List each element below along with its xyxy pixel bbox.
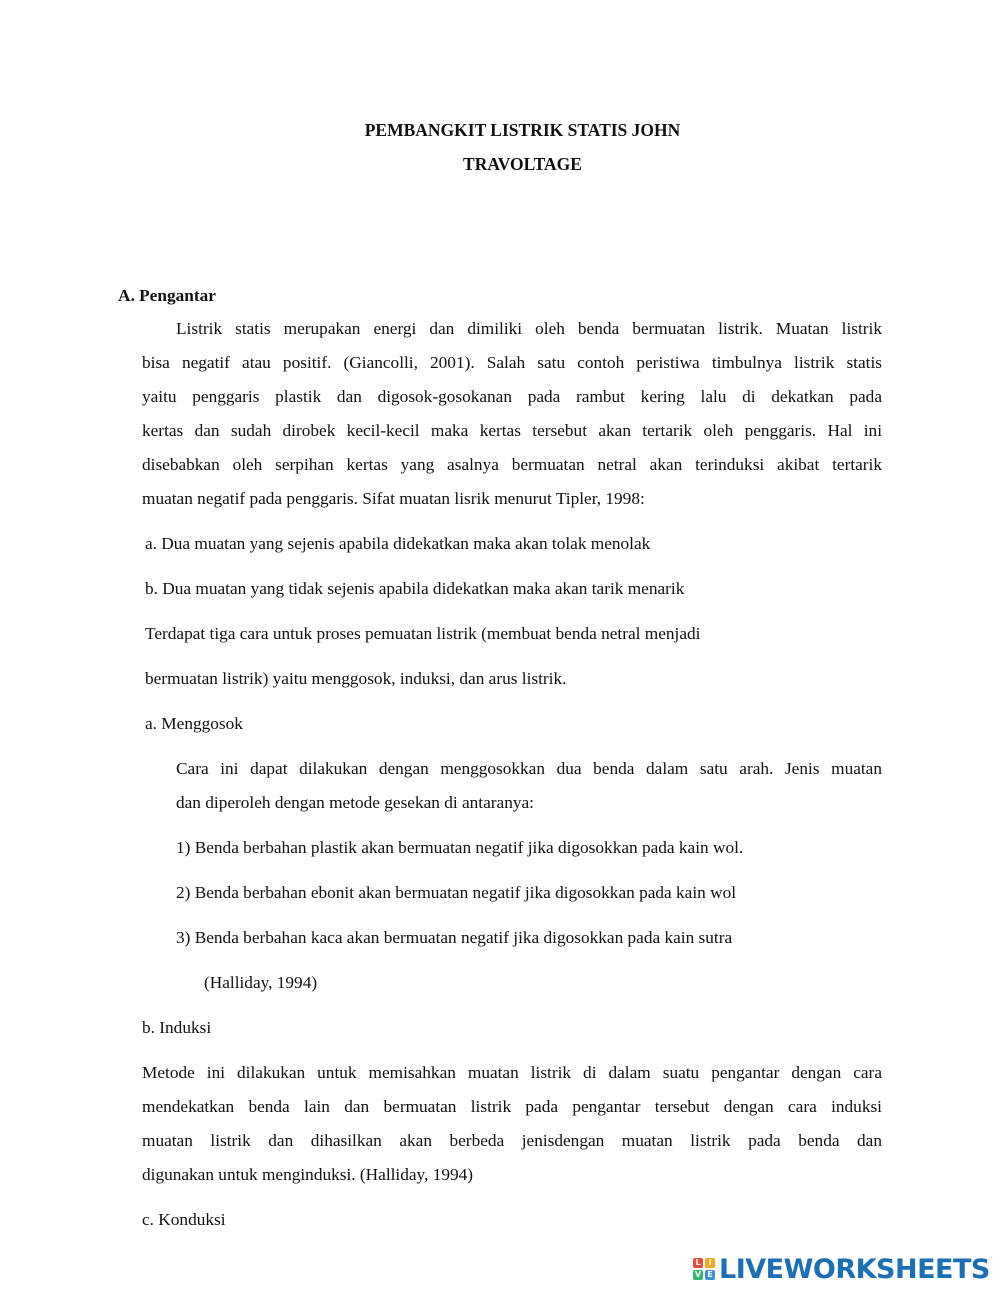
liveworksheets-logo xyxy=(693,1252,990,1286)
title-line-1: PEMBANGKIT LISTRIK STATIS JOHN xyxy=(364,120,681,140)
menggosok-item: 3) Benda berbahan kaca akan bermuatan negatif jika digosokkan pada kain sutra xyxy=(176,928,733,947)
section-heading: A. Pengantar xyxy=(118,286,216,305)
menggosok-item: 2) Benda berbahan ebonit akan bermuatan negatif jika digosokkan pada kain wol xyxy=(176,883,737,902)
menggosok-desc-line: Cara ini dapat dilakukan dengan menggosokkan dua benda dalam satu arah. Jenis muatan xyxy=(176,759,882,778)
subsection-heading-menggosok: a. Menggosok xyxy=(145,714,243,733)
menggosok-citation: (Halliday, 1994) xyxy=(204,973,318,992)
intro-line: Listrik statis merupakan energi dan dimiliki oleh benda bermuatan listrik. Muatan listrik xyxy=(176,319,882,338)
methods-intro-line: bermuatan listrik) yaitu menggosok, induksi, dan arus listrik. xyxy=(145,669,567,688)
property-item: a. Dua muatan yang sejenis apabila didekatkan maka akan tolak menolak xyxy=(145,534,651,553)
intro-line: yaitu penggaris plastik dan digosok-gosokanan pada rambut kering lalu di dekatkan pada xyxy=(142,387,882,406)
intro-line: kertas dan sudah dirobek kecil-kecil maka kertas tersebut akan tertarik oleh penggaris. Hal ini xyxy=(142,421,882,440)
liveworksheets-logo-icon xyxy=(693,1258,715,1280)
logo-block-i: I xyxy=(705,1258,715,1268)
menggosok-item: 1) Benda berbahan plastik akan bermuatan negatif jika digosokkan pada kain wol. xyxy=(176,838,744,857)
intro-line: bisa negatif atau positif. (Giancolli, 2001). Salah satu contoh peristiwa timbulnya listrik statis xyxy=(142,353,882,372)
title-line-2: TRAVOLTAGE xyxy=(463,154,582,174)
liveworksheets-logo-text: LIVEWORKSHEETS xyxy=(719,1253,990,1285)
logo-block-l: L xyxy=(693,1258,703,1268)
property-item: b. Dua muatan yang tidak sejenis apabila didekatkan maka akan tarik menarik xyxy=(145,579,685,598)
methods-intro-line: Terdapat tiga cara untuk proses pemuatan listrik (membuat benda netral menjadi xyxy=(145,624,701,643)
logo-block-e: E xyxy=(705,1270,715,1280)
induksi-desc-line: digunakan untuk menginduksi. (Halliday, 1994) xyxy=(142,1165,474,1184)
intro-line: disebabkan oleh serpihan kertas yang asalnya bermuatan netral akan terinduksi akibat tertarik xyxy=(142,455,882,474)
logo-block-v: V xyxy=(694,1270,702,1279)
intro-line: muatan negatif pada penggaris. Sifat muatan lisrik menurut Tipler, 1998: xyxy=(142,489,645,508)
induksi-desc-line: mendekatkan benda lain dan bermuatan listrik pada pengantar tersebut dengan cara induksi xyxy=(142,1097,882,1116)
menggosok-desc-line: dan diperoleh dengan metode gesekan di antaranya: xyxy=(176,793,534,812)
page-title xyxy=(0,113,1000,181)
subsection-heading-konduksi: c. Konduksi xyxy=(142,1210,226,1229)
subsection-heading-induksi: b. Induksi xyxy=(142,1018,212,1037)
induksi-desc-line: muatan listrik dan dihasilkan akan berbeda jenisdengan muatan listrik pada benda dan xyxy=(142,1131,882,1150)
induksi-desc-line: Metode ini dilakukan untuk memisahkan muatan listrik di dalam suatu pengantar dengan cara xyxy=(142,1063,882,1082)
